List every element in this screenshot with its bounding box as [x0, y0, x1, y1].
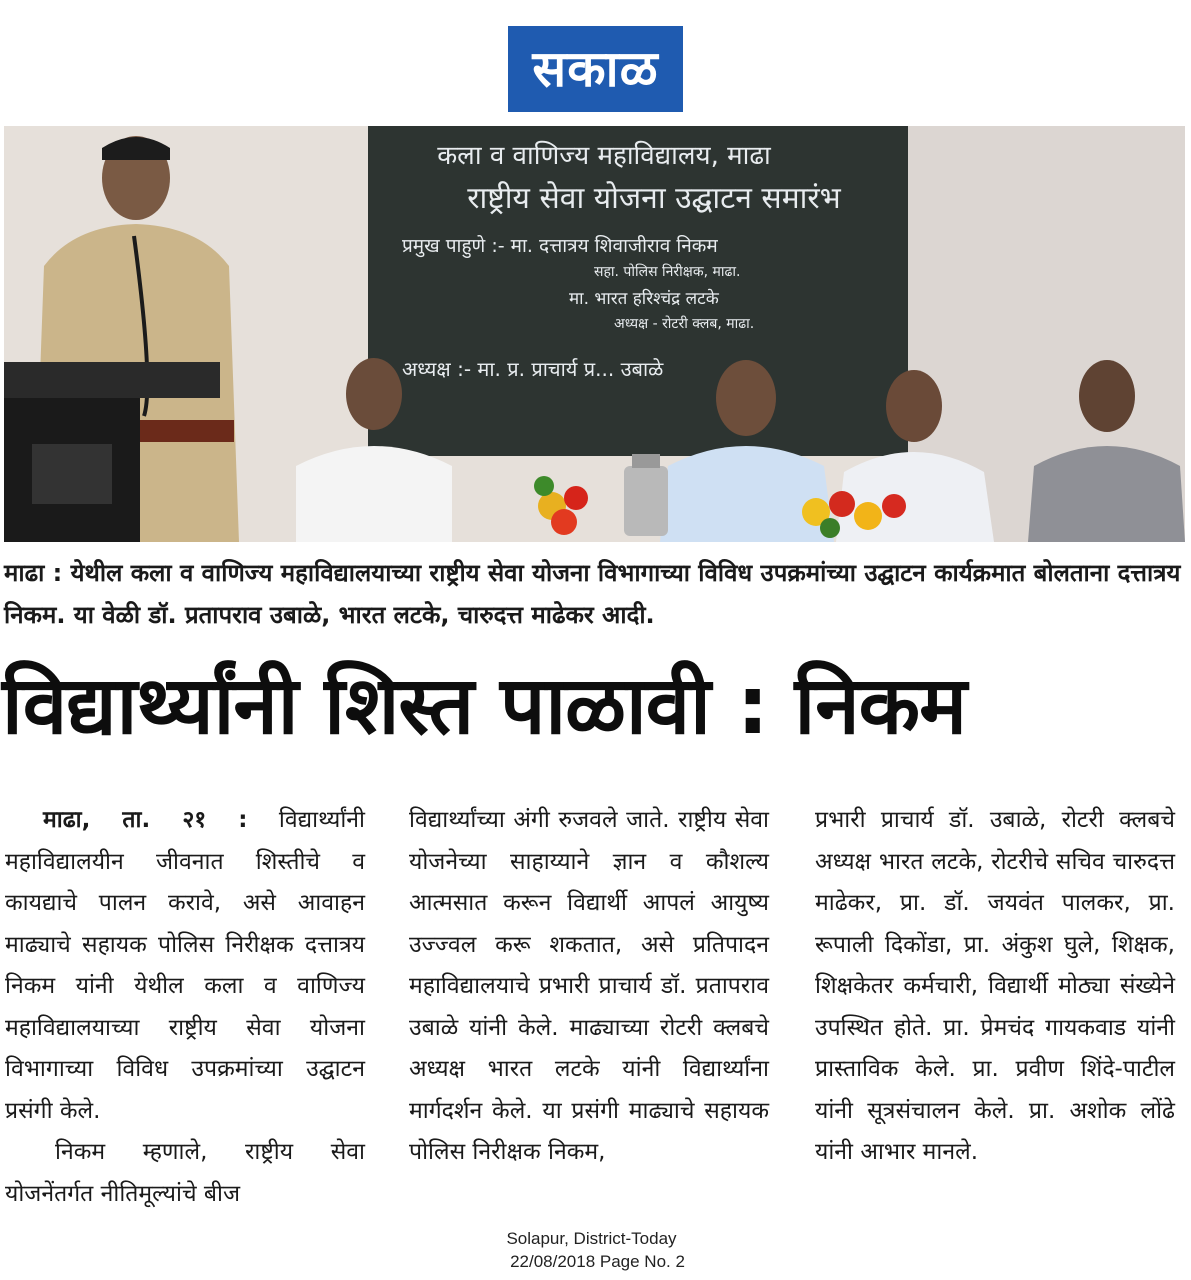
photo-caption: माढा : येथील कला व वाणिज्य महाविद्यालयाच्या राष्ट्रीय सेवा योजना विभागाच्या विविध उपक्रमांच्या उद्घाटन कार्यक्रमात बोलताना दत्तात्रय निकम. या वेळी डॉ. प्रतापराव उबाळे, भारत लटके, चारुदत्त माढेकर आदी.: [4, 559, 1181, 629]
date-page-line: 22/08/2018 Page No. 2: [510, 1252, 685, 1271]
paragraph-1: [5, 800, 365, 1132]
board-line-6: अध्यक्ष - रोटरी क्लब, माढा.: [614, 316, 755, 332]
sakal-logo: [508, 26, 683, 112]
board-line-7: अध्यक्ष :- मा. प्र. प्राचार्य प्र... उबाळे: [402, 357, 664, 381]
water-jug: [624, 454, 668, 536]
paragraph-2: निकम म्हणाले, राष्ट्रीय सेवा योजनेंतर्गत नीतिमूल्यांचे बीज: [5, 1139, 365, 1207]
news-photo: [4, 126, 1185, 542]
article-column-2: [409, 800, 769, 1174]
board-line-4: सहा. पोलिस निरीक्षक, माढा.: [594, 264, 741, 280]
board-line-3: प्रमुख पाहुणे :- मा. दत्तात्रय शिवाजीराव निकम: [402, 235, 718, 257]
article-column-3: [815, 800, 1175, 1174]
article-column-1: [5, 800, 365, 1215]
dateline: माढा, ता. २१ :: [43, 807, 248, 833]
column-2-text: विद्यार्थ्यांच्या अंगी रुजवले जाते. राष्ट्रीय सेवा योजनेच्या साहाय्याने ज्ञान व कौशल्य आत्मसात करून विद्यार्थी आपलं आयुष्य उज्ज्वल करू शकतात, असे प्रतिपादन महाविद्यालयाचे प्रभारी प्राचार्य डॉ. प्रतापराव उबाळे यांनी केले. माढ्याच्या रोटरी क्लबचे अध्यक्ष भारत लटके यांनी विद्यार्थ्यांना मार्गदर्शन केले. या प्रसंगी माढ्याचे सहायक पोलिस निरीक्षक निकम,: [409, 807, 769, 1165]
board-line-2: राष्ट्रीय सेवा योजना उद्घाटन समारंभ: [467, 181, 841, 216]
logo-text: सकाळ: [532, 40, 659, 98]
board-line-5: मा. भारत हरिश्चंद्र लटके: [569, 289, 719, 309]
source-line: Solapur, District-Today: [506, 1229, 677, 1248]
article-headline: विद्यार्थ्यांनी शिस्त पाळावी : निकम: [2, 659, 966, 752]
paragraph-1-text: विद्यार्थ्यांनी महाविद्यालयीन जीवनात शिस्तीचे व कायद्याचे पालन करावे, असे आवाहन माढ्याचे सहायक पोलिस निरीक्षक दत्तात्रय निकम यांनी येथील कला व वाणिज्य महाविद्यालयाच्या राष्ट्रीय सेवा योजना विभागाच्या विविध उपक्रमांच्या उद्घाटन प्रसंगी केले.: [5, 807, 365, 1124]
board-line-1: कला व वाणिज्य महाविद्यालय, माढा: [437, 141, 771, 171]
column-3-text: प्रभारी प्राचार्य डॉ. उबाळे, रोटरी क्लबचे अध्यक्ष भारत लटके, रोटरीचे सचिव चारुदत्त माढेकर, प्रा. डॉ. जयवंत पालकर, प्रा. रूपाली दिकोंडा, प्रा. अंकुश घुले, शिक्षक, शिक्षकेतर कर्मचारी, विद्यार्थी मोठ्या संख्येने उपस्थित होते. प्रा. प्रेमचंद गायकवाड यांनी प्रास्ताविक केले. प्रा. प्रवीण शिंदे-पाटील यांनी सूत्रसंचालन केले. प्रा. अशोक लोंढे यांनी आभार मानले.: [815, 807, 1175, 1165]
